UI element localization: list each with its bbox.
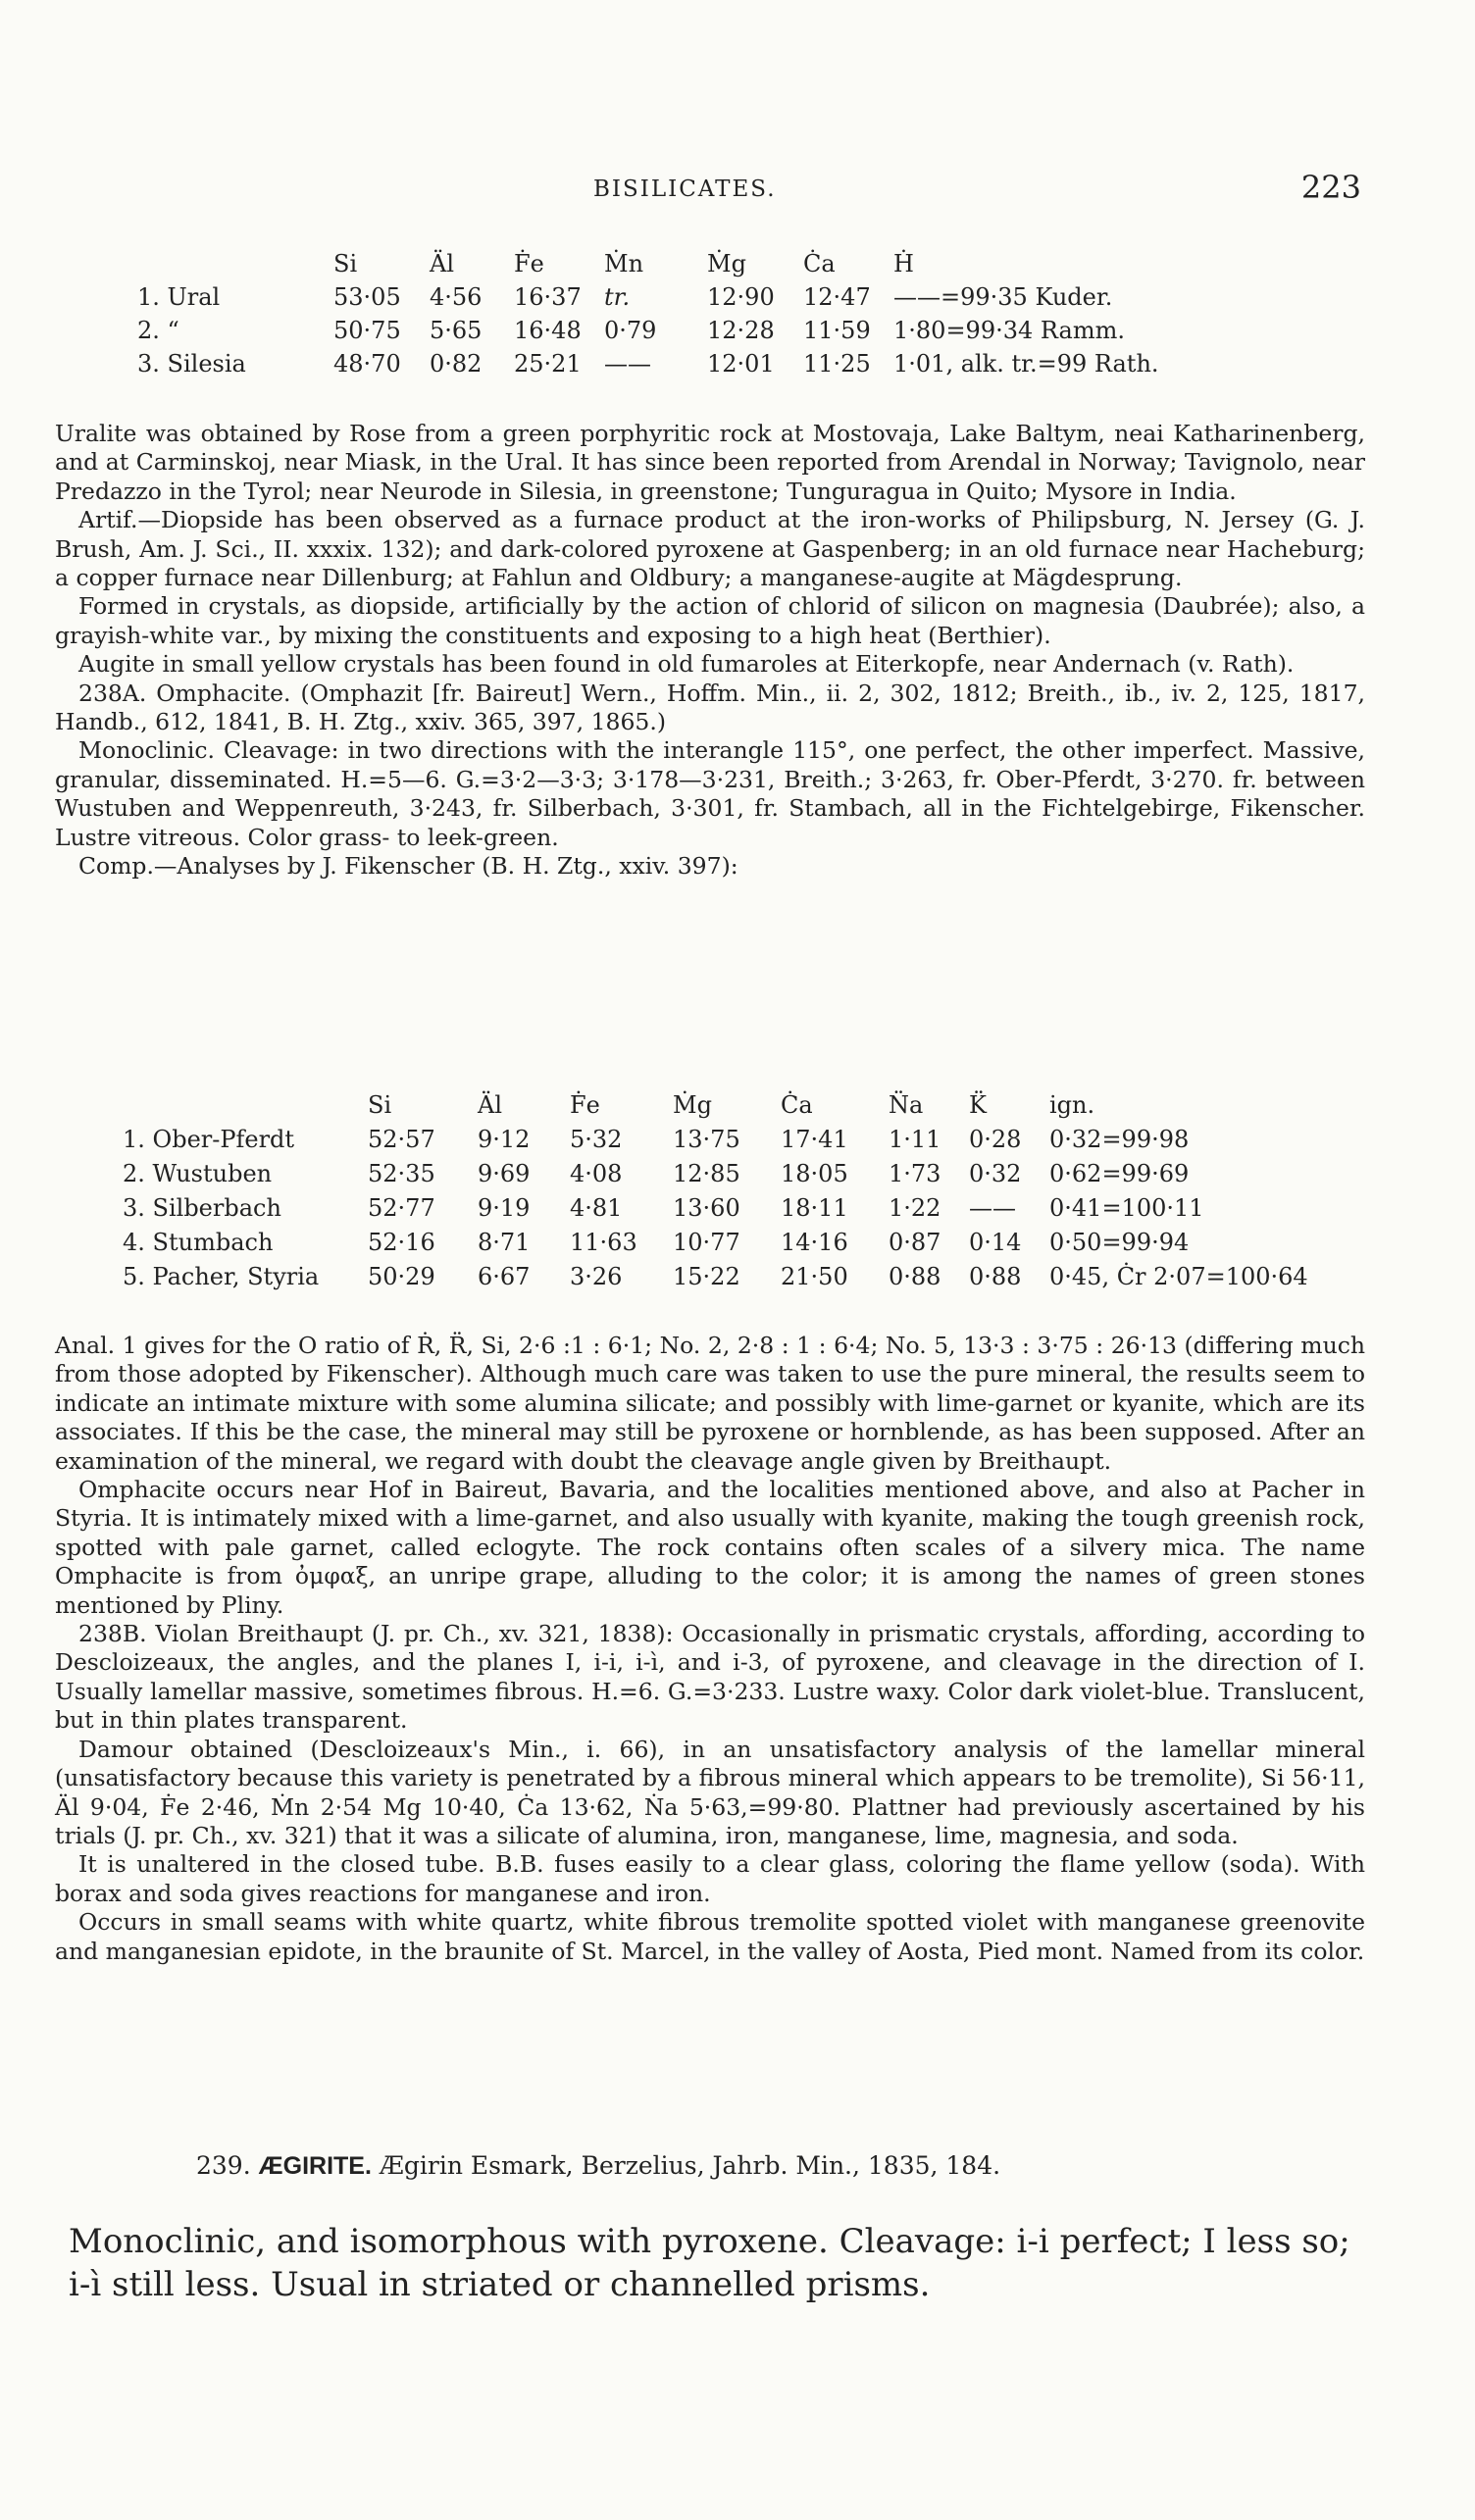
species-name: ÆGIRITE. [258, 2152, 372, 2180]
table-cell: 53·05 [333, 283, 401, 311]
table-row [137, 347, 1169, 380]
paragraph-uralite: Uralite was obtained by Rose from a green porphyritic rock at Mostovaja, Lake Baltym, neai Katharinenberg, and at Carminskoj, near Miask, in the Ural. It has since been reported from Arendal in Norway; Tavignolo, near Predazzo in the Tyrol; near Neurode in Silesia, in greenstone; Tunguragua in Quito; Mysore in India. [55, 420, 1365, 505]
table-cell: 4·56 [430, 283, 483, 311]
column-header: Ṁn [604, 250, 644, 277]
table-cell: 18·05 [781, 1160, 848, 1187]
uralite-analysis-table [137, 247, 1169, 380]
column-header: Ċa [781, 1091, 813, 1119]
table-cell: 11·63 [570, 1229, 637, 1256]
table-row [123, 1260, 1318, 1294]
table-cell: 48·70 [333, 350, 401, 378]
table-cell: 11·59 [803, 317, 871, 344]
row-label: 5. Pacher, Styria [123, 1263, 320, 1290]
table-cell: 0·88 [889, 1263, 941, 1290]
table-cell: 18·11 [781, 1194, 848, 1222]
species-heading [196, 2151, 1000, 2181]
table-corner [137, 247, 333, 280]
table-cell: 12·47 [803, 283, 871, 311]
table-cell: 3·26 [570, 1263, 623, 1290]
column-header: Ḟe [514, 250, 544, 277]
page-number: 223 [1300, 169, 1361, 206]
table-cell: 1·01, alk. tr.=99 Rath. [893, 350, 1159, 378]
table-cell: 12·90 [707, 283, 775, 311]
table-cell: 1·80=99·34 Ramm. [893, 317, 1125, 344]
paragraph-omphacite-properties: Monoclinic. Cleavage: in two directions with the interangle 115°, one perfect, the other imperfect. Massive, granular, disseminated. H.=5—6. G.=3·2—3·3; 3·178—3·231, Breith.; 3·263, fr. Ober-Pferdt, 3·270. fr. between Wustuben and Weppenreuth, 3·243, fr. Silberbach, 3·301, fr. Stambach, all in the Fichtelgebirge, Fikenscher. Lustre vitreous. Color grass- to leek-green. [55, 736, 1365, 851]
row-label: 3. Silberbach [123, 1194, 281, 1222]
table-cell: 13·75 [673, 1126, 740, 1153]
table-cell: 21·50 [781, 1263, 848, 1290]
table-cell: 0·79 [604, 317, 657, 344]
paragraph-artificial: Artif.—Diopside has been observed as a furnace product at the iron-works of Philipsburg, N. Jersey (G. J. Brush, Am. J. Sci., II. xxxix. 132); and dark-colored pyroxene at Gaspenberg; in an old furnace near Hacheburg; a copper furnace near Dillenburg; at Fahlun and Oldbury; a manganese-augite at Mägdesprung. [55, 506, 1365, 592]
table-cell: 0·50=99·94 [1049, 1229, 1190, 1256]
table-corner [123, 1088, 368, 1123]
table-cell: 0·87 [889, 1229, 941, 1256]
column-header: Si [333, 250, 358, 277]
species-description: Monoclinic, and isomorphous with pyroxene. Cleavage: i-i perfect; I less so; i-ì still less. Usual in striated or channelled prisms. [69, 2222, 1350, 2304]
table-cell: 12·85 [673, 1160, 740, 1187]
table-cell: 52·35 [368, 1160, 435, 1187]
table-cell: 6·67 [478, 1263, 531, 1290]
column-header: Äl [478, 1091, 503, 1119]
table-cell: —— [969, 1194, 1016, 1222]
column-header: Si [368, 1091, 392, 1119]
table-header-row [123, 1088, 1318, 1123]
page-header [0, 169, 1475, 208]
table-cell: 0·45, Ċr 2·07=100·64 [1049, 1263, 1308, 1290]
species-synonymy: Ægirin Esmark, Berzelius, Jahrb. Min., 1835, 184. [379, 2151, 1001, 2180]
paragraph-omphacite-occurrence: Omphacite occurs near Hof in Baireut, Bavaria, and the localities mentioned above, and also at Pacher in Styria. It is intimately mixed with a lime-garnet, and also usually with kyanite, making the tough greenish rock, spotted with pale garnet, called eclogyte. The rock contains often scales of a silvery mica. The name Omphacite is from ὀμφαξ, an unripe grape, alluding to the color; it is among the names of green stones mentioned by Pliny. [55, 1476, 1365, 1619]
table-cell: 0·32=99·98 [1049, 1126, 1190, 1153]
column-header: Äl [430, 250, 455, 277]
paragraph-augite: Augite in small yellow crystals has been found in old fumaroles at Eiterkopfe, near Andernach (v. Rath). [78, 650, 1295, 679]
table-cell: 5·32 [570, 1126, 623, 1153]
table-cell: tr. [604, 283, 631, 311]
table-cell: 9·19 [478, 1194, 531, 1222]
row-label: 1. Ober-Pferdt [123, 1126, 295, 1153]
paragraph-omphacite-heading: 238A. Omphacite. (Omphazit [fr. Baireut] Wern., Hoffm. Min., ii. 2, 302, 1812; Breith., ib., iv. 2, 125, 1817, Handb., 612, 1841, B. H. Ztg., xxiv. 365, 397, 1865.) [55, 679, 1365, 736]
column-header: K̈ [969, 1091, 987, 1119]
table-cell: 52·16 [368, 1229, 435, 1256]
table-row [123, 1157, 1318, 1191]
paragraph-blowpipe: It is unaltered in the closed tube. B.B. fuses easily to a clear glass, coloring the flame yellow (soda). With borax and soda gives reactions for manganese and iron. [55, 1850, 1365, 1907]
table-cell: 0·14 [969, 1229, 1022, 1256]
table-cell: 4·81 [570, 1194, 623, 1222]
table-cell: 15·22 [673, 1263, 740, 1290]
table-cell: 0·28 [969, 1126, 1022, 1153]
table-cell: 50·29 [368, 1263, 435, 1290]
table-cell: 0·88 [969, 1263, 1022, 1290]
table-cell: 4·08 [570, 1160, 623, 1187]
table-cell: 17·41 [781, 1126, 848, 1153]
table-cell: 0·32 [969, 1160, 1022, 1187]
table-cell: ——=99·35 Kuder. [893, 283, 1113, 311]
column-header: Ḣ [893, 250, 914, 277]
table-cell: 0·62=99·69 [1049, 1160, 1190, 1187]
table-cell: —— [604, 350, 651, 378]
paragraph-analysis-note: Anal. 1 gives for the O ratio of Ṙ, R̈, Si, 2·6 :1 : 6·1; No. 2, 2·8 : 1 : 6·4; No. 5, 13·3 : 3·75 : 26·13 (differing much from those adopted by Fikenscher). Although much care was taken to use the pure mineral, the results seem to indicate an intimate mixture with some alumina silicate; and possibly with lime-garnet or kyanite, which are its associates. If this be the case, the mineral may still be pyroxene or hornblende, as has been supposed. After an examination of the mineral, we regard with doubt the cleavage angle given by Breithaupt. [55, 1332, 1365, 1475]
table-row [137, 314, 1169, 347]
table-cell: 9·12 [478, 1126, 531, 1153]
text-block-lower [55, 1332, 1365, 1966]
table-cell: 16·48 [514, 317, 582, 344]
row-label: 4. Stumbach [123, 1229, 274, 1256]
table-cell: 52·57 [368, 1126, 435, 1153]
row-label: 1. Ural [137, 283, 221, 311]
omphacite-analysis-table [123, 1088, 1318, 1294]
row-label: 2. Wustuben [123, 1160, 273, 1187]
table-cell: 14·16 [781, 1229, 848, 1256]
paragraph-damour-analysis: Damour obtained (Descloizeaux's Min., i. 66), in an unsatisfactory analysis of the lamellar mineral (unsatisfactory because this variety is penetrated by a fibrous mineral which appears to be tremolite), Si 56·11, Äl 9·04, Ḟe 2·46, Ṁn 2·54 Mg 10·40, Ċa 13·62, Ṅa 5·63,=99·80. Plattner had previously ascertained by his trials (J. pr. Ch., xv. 321) that it was a silicate of alumina, iron, manganese, lime, magnesia, and soda. [55, 1735, 1365, 1849]
table-row [123, 1191, 1318, 1226]
paragraph-occurrence: Occurs in small seams with white quartz, white fibrous tremolite spotted violet with manganese greenovite and manganesian epidote, in the braunite of St. Marcel, in the valley of Aosta, Pied mont. Named from its color. [55, 1908, 1365, 1965]
column-header: Ċa [803, 250, 836, 277]
paragraph-composition: Comp.—Analyses by J. Fikenscher (B. H. Ztg., xxiv. 397): [78, 852, 738, 881]
column-header: Ṁg [673, 1091, 712, 1119]
table-cell: 11·25 [803, 350, 871, 378]
table-cell: 5·65 [430, 317, 483, 344]
table-cell: 13·60 [673, 1194, 740, 1222]
table-cell: 12·28 [707, 317, 775, 344]
text-block-upper [55, 420, 1365, 882]
table-cell: 8·71 [478, 1229, 531, 1256]
table-cell: 10·77 [673, 1229, 740, 1256]
table-row [123, 1123, 1318, 1157]
paragraph-formed: Formed in crystals, as diopside, artificially by the action of chlorid of silicon on magnesia (Daubrée); also, a grayish-white var., by mixing the constituents and exposing to a high heat (Berthier). [55, 592, 1365, 649]
table-cell: 9·69 [478, 1160, 531, 1187]
row-label: 3. Silesia [137, 350, 246, 378]
running-head: BISILICATES. [593, 176, 777, 202]
table-cell: 25·21 [514, 350, 582, 378]
table-cell: 50·75 [333, 317, 401, 344]
column-header: Ṁg [707, 250, 746, 277]
table-cell: 52·77 [368, 1194, 435, 1222]
table-cell: 0·82 [430, 350, 483, 378]
paragraph-violan: 238B. Violan Breithaupt (J. pr. Ch., xv. 321, 1838): Occasionally in prismatic crystals, affording, according to Descloizeaux, the angles, and the planes I, i-i, i-ì, and i-3, of pyroxene, and cleavage in the direction of I. Usually lamellar massive, sometimes fibrous. H.=6. G.=3·233. Lustre waxy. Color dark violet-blue. Translucent, but in thin plates transparent. [55, 1620, 1365, 1735]
column-header: N̈a [889, 1091, 924, 1119]
table-cell: 12·01 [707, 350, 775, 378]
table-header-row [137, 247, 1169, 280]
column-header: Ḟe [570, 1091, 600, 1119]
row-label: 2. “ [137, 317, 179, 344]
table-cell: 0·41=100·11 [1049, 1194, 1204, 1222]
table-row [137, 280, 1169, 314]
table-cell: 1·22 [889, 1194, 941, 1222]
table-cell: 1·73 [889, 1160, 941, 1187]
species-number: 239. [196, 2151, 251, 2180]
table-row [123, 1226, 1318, 1260]
column-header: ign. [1049, 1091, 1095, 1119]
table-cell: 16·37 [514, 283, 582, 311]
table-cell: 1·11 [889, 1126, 941, 1153]
